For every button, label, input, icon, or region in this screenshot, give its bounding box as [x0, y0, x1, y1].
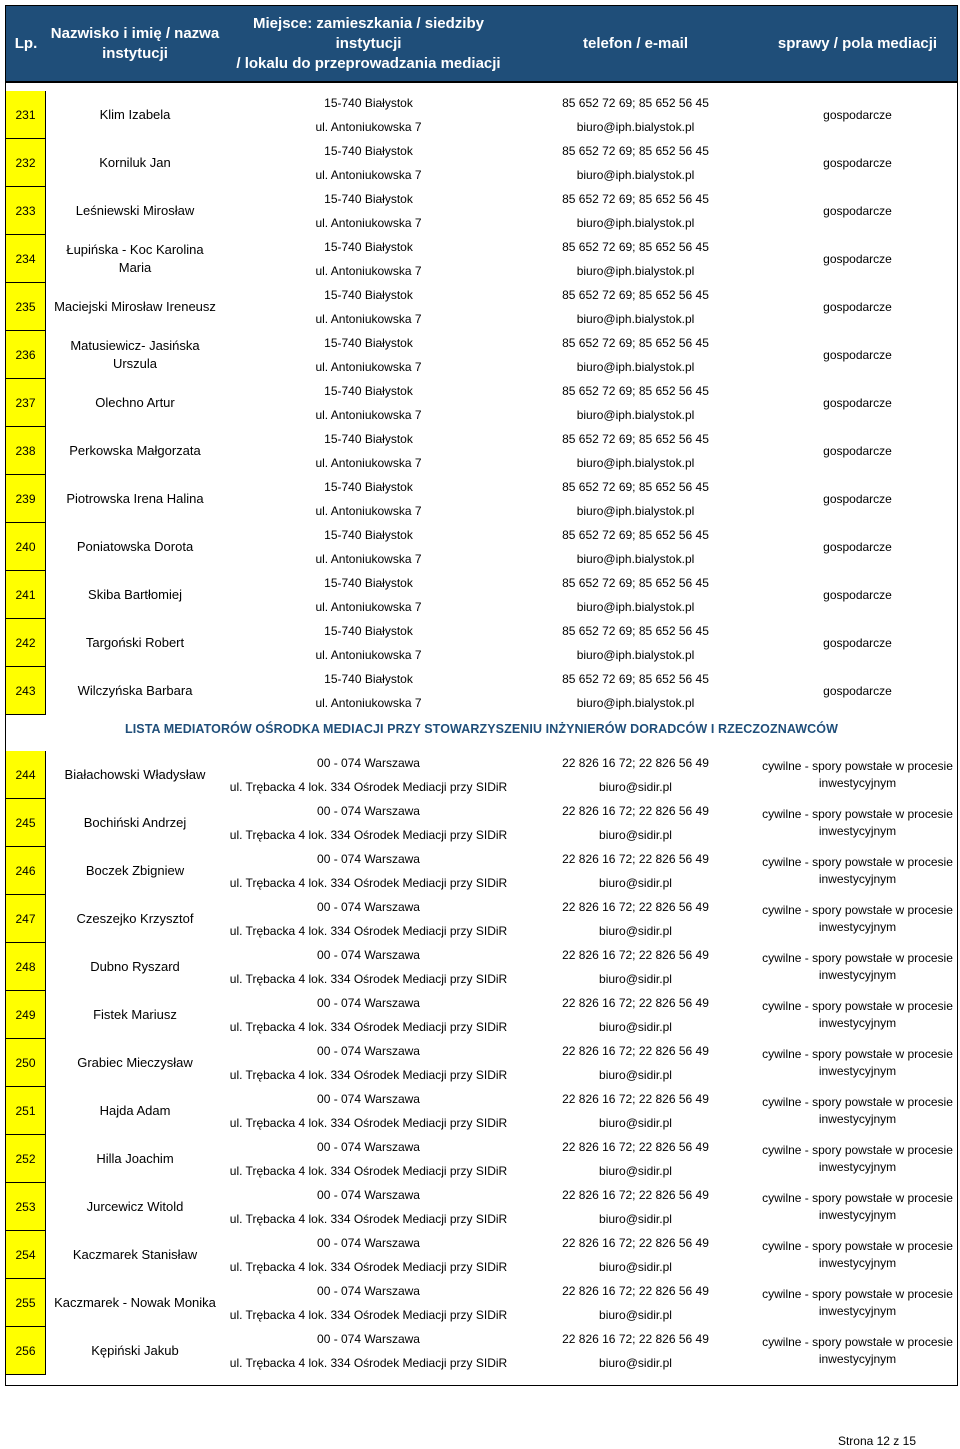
row-email: biuro@iph.bialystok.pl	[576, 648, 695, 662]
row-contact	[513, 187, 758, 235]
table-row	[6, 751, 957, 799]
row-phone: 85 652 72 69; 85 652 56 45	[562, 432, 709, 446]
row-address-line2: ul. Trębacka 4 lok. 334 Ośrodek Mediacji przy SIDiR	[229, 876, 508, 890]
row-address-line2: ul. Trębacka 4 lok. 334 Ośrodek Mediacji przy SIDiR	[229, 924, 508, 938]
row-contact	[513, 235, 758, 283]
row-scope: gospodarcze	[823, 251, 892, 266]
row-lp: 237	[6, 379, 46, 427]
row-phone: 85 652 72 69; 85 652 56 45	[562, 528, 709, 542]
row-address-line1: 15-740 Białystok	[324, 192, 413, 206]
row-email: biuro@sidir.pl	[599, 780, 672, 794]
row-address	[224, 91, 513, 139]
header-name: Nazwisko i imię / nazwa instytucji	[50, 24, 220, 62]
row-contact	[513, 1087, 758, 1135]
row-address-line2: ul. Trębacka 4 lok. 334 Ośrodek Mediacji przy SIDiR	[229, 1212, 508, 1226]
row-address	[224, 1039, 513, 1087]
row-lp: 239	[6, 475, 46, 523]
table-row	[6, 187, 957, 235]
row-email: biuro@iph.bialystok.pl	[576, 312, 695, 326]
row-lp: 240	[6, 523, 46, 571]
row-scope: cywilne - spory powstałe w procesie inwestycyjnym	[762, 1143, 953, 1174]
row-address-line2: ul. Antoniukowska 7	[315, 648, 422, 662]
row-email: biuro@sidir.pl	[599, 1068, 672, 1082]
row-name: Poniatowska Dorota	[76, 539, 194, 554]
row-scope: cywilne - spory powstałe w procesie inwestycyjnym	[762, 1335, 953, 1366]
row-scope: cywilne - spory powstałe w procesie inwestycyjnym	[762, 807, 953, 838]
row-scope: cywilne - spory powstałe w procesie inwestycyjnym	[762, 999, 953, 1030]
header-lp: Lp.	[14, 34, 38, 52]
row-address-line2: ul. Antoniukowska 7	[315, 552, 422, 566]
row-address	[224, 331, 513, 379]
row-name: Piotrowska Irena Halina	[66, 491, 204, 506]
row-phone: 85 652 72 69; 85 652 56 45	[562, 336, 709, 350]
row-name: Kaczmarek Stanisław	[72, 1247, 198, 1262]
row-address	[224, 571, 513, 619]
table-row	[6, 1087, 957, 1135]
row-name: Bochiński Andrzej	[83, 815, 187, 830]
row-address-line2: ul. Trębacka 4 lok. 334 Ośrodek Mediacji przy SIDiR	[229, 1164, 508, 1178]
table-row	[6, 379, 957, 427]
row-lp: 236	[6, 331, 46, 379]
row-lp: 252	[6, 1135, 46, 1183]
row-address-line1: 15-740 Białystok	[324, 672, 413, 686]
row-address	[224, 379, 513, 427]
row-address	[224, 991, 513, 1039]
row-contact	[513, 331, 758, 379]
row-address-line2: ul. Antoniukowska 7	[315, 360, 422, 374]
row-lp: 232	[6, 139, 46, 187]
row-address-line2: ul. Antoniukowska 7	[315, 264, 422, 278]
row-contact	[513, 943, 758, 991]
table-row	[6, 235, 957, 283]
row-phone: 85 652 72 69; 85 652 56 45	[562, 96, 709, 110]
row-scope: gospodarcze	[823, 539, 892, 554]
table-row	[6, 571, 957, 619]
page-number: Strona 12 z 15	[837, 1434, 916, 1448]
row-contact	[513, 523, 758, 571]
row-name: Fistek Mariusz	[93, 1007, 177, 1022]
row-address-line1: 00 - 074 Warszawa	[317, 1236, 420, 1250]
row-email: biuro@sidir.pl	[599, 1356, 672, 1370]
table-row	[6, 427, 957, 475]
row-lp: 234	[6, 235, 46, 283]
row-contact	[513, 1327, 758, 1375]
table-row	[6, 1327, 957, 1375]
row-contact	[513, 847, 758, 895]
row-lp: 251	[6, 1087, 46, 1135]
row-address-line1: 00 - 074 Warszawa	[317, 900, 420, 914]
table-row	[6, 799, 957, 847]
row-contact	[513, 619, 758, 667]
row-scope: gospodarcze	[823, 299, 892, 314]
row-name: Matusiewicz- Jasińska Urszula	[70, 338, 200, 371]
row-address	[224, 1327, 513, 1375]
row-email: biuro@iph.bialystok.pl	[576, 504, 695, 518]
row-contact	[513, 283, 758, 331]
table-row	[6, 1135, 957, 1183]
row-email: biuro@iph.bialystok.pl	[576, 360, 695, 374]
row-address-line1: 00 - 074 Warszawa	[317, 1332, 420, 1346]
row-scope: cywilne - spory powstałe w procesie inwestycyjnym	[762, 1191, 953, 1222]
row-address-line1: 15-740 Białystok	[324, 480, 413, 494]
row-address	[224, 1279, 513, 1327]
row-email: biuro@iph.bialystok.pl	[576, 456, 695, 470]
row-address-line1: 15-740 Białystok	[324, 144, 413, 158]
row-name: Kaczmarek - Nowak Monika	[54, 1295, 216, 1310]
row-contact	[513, 895, 758, 943]
row-name: Olechno Artur	[95, 395, 175, 410]
header-address-line2: / lokalu do przeprowadzania mediacji	[236, 54, 501, 72]
row-address-line1: 00 - 074 Warszawa	[317, 1092, 420, 1106]
row-phone: 85 652 72 69; 85 652 56 45	[562, 240, 709, 254]
row-address-line1: 15-740 Białystok	[324, 96, 413, 110]
row-address-line1: 00 - 074 Warszawa	[317, 996, 420, 1010]
row-lp: 255	[6, 1279, 46, 1327]
banner-spacer	[6, 743, 957, 751]
row-address-line2: ul. Trębacka 4 lok. 334 Ośrodek Mediacji przy SIDiR	[229, 1308, 508, 1322]
row-email: biuro@sidir.pl	[599, 828, 672, 842]
row-address-line2: ul. Trębacka 4 lok. 334 Ośrodek Mediacji przy SIDiR	[229, 1116, 508, 1130]
row-address	[224, 475, 513, 523]
table-row	[6, 523, 957, 571]
row-address	[224, 799, 513, 847]
row-address-line2: ul. Antoniukowska 7	[315, 408, 422, 422]
row-address-line1: 15-740 Białystok	[324, 528, 413, 542]
row-email: biuro@iph.bialystok.pl	[576, 120, 695, 134]
table-row	[6, 1183, 957, 1231]
row-email: biuro@sidir.pl	[599, 972, 672, 986]
row-email: biuro@sidir.pl	[599, 1212, 672, 1226]
row-phone: 22 826 16 72; 22 826 56 49	[562, 1188, 709, 1202]
row-address-line2: ul. Trębacka 4 lok. 334 Ośrodek Mediacji przy SIDiR	[229, 828, 508, 842]
row-phone: 85 652 72 69; 85 652 56 45	[562, 144, 709, 158]
row-name: Kępiński Jakub	[91, 1343, 179, 1358]
row-name: Boczek Zbigniew	[85, 863, 185, 878]
row-scope: cywilne - spory powstałe w procesie inwestycyjnym	[762, 903, 953, 934]
table-row	[6, 991, 957, 1039]
row-lp: 256	[6, 1327, 46, 1375]
row-email: biuro@iph.bialystok.pl	[576, 216, 695, 230]
table-row	[6, 283, 957, 331]
table-row	[6, 619, 957, 667]
row-address-line2: ul. Trębacka 4 lok. 334 Ośrodek Mediacji przy SIDiR	[229, 1068, 508, 1082]
row-contact	[513, 1135, 758, 1183]
row-scope: gospodarcze	[823, 683, 892, 698]
row-phone: 22 826 16 72; 22 826 56 49	[562, 1236, 709, 1250]
row-phone: 85 652 72 69; 85 652 56 45	[562, 384, 709, 398]
row-name: Korniluk Jan	[99, 155, 171, 170]
row-address-line2: ul. Trębacka 4 lok. 334 Ośrodek Mediacji przy SIDiR	[229, 1260, 508, 1274]
row-lp: 247	[6, 895, 46, 943]
row-address	[224, 943, 513, 991]
row-scope: cywilne - spory powstałe w procesie inwestycyjnym	[762, 1287, 953, 1318]
header-contact: telefon / e-mail	[582, 34, 689, 52]
row-scope: gospodarcze	[823, 107, 892, 122]
header-scope: sprawy / pola mediacji	[777, 34, 938, 52]
table-row	[6, 91, 957, 139]
row-contact	[513, 751, 758, 799]
group-sidir	[6, 751, 957, 1375]
mediator-table	[5, 5, 958, 1386]
row-contact	[513, 427, 758, 475]
table-row	[6, 847, 957, 895]
table-header	[6, 6, 957, 83]
row-address	[224, 235, 513, 283]
row-address	[224, 187, 513, 235]
row-phone: 22 826 16 72; 22 826 56 49	[562, 1092, 709, 1106]
row-scope: cywilne - spory powstałe w procesie inwestycyjnym	[762, 951, 953, 982]
row-address-line2: ul. Trębacka 4 lok. 334 Ośrodek Mediacji przy SIDiR	[229, 972, 508, 986]
row-lp: 245	[6, 799, 46, 847]
row-name: Wilczyńska Barbara	[77, 683, 193, 698]
row-address-line1: 15-740 Białystok	[324, 576, 413, 590]
row-name: Białachowski Władysław	[64, 767, 206, 782]
row-lp: 235	[6, 283, 46, 331]
row-lp: 231	[6, 91, 46, 139]
row-contact	[513, 667, 758, 715]
row-address-line2: ul. Antoniukowska 7	[315, 504, 422, 518]
row-name: Maciejski Mirosław Ireneusz	[54, 299, 216, 314]
row-address-line2: ul. Trębacka 4 lok. 334 Ośrodek Mediacji przy SIDiR	[229, 1356, 508, 1370]
row-phone: 22 826 16 72; 22 826 56 49	[562, 1044, 709, 1058]
row-email: biuro@iph.bialystok.pl	[576, 264, 695, 278]
row-name: Łupińska - Koc Karolina Maria	[66, 242, 204, 275]
table-row	[6, 331, 957, 379]
row-name: Dubno Ryszard	[90, 959, 180, 974]
row-address-line1: 15-740 Białystok	[324, 288, 413, 302]
row-phone: 22 826 16 72; 22 826 56 49	[562, 1284, 709, 1298]
row-contact	[513, 1183, 758, 1231]
row-scope: gospodarcze	[823, 347, 892, 362]
row-address-line2: ul. Antoniukowska 7	[315, 120, 422, 134]
row-lp: 253	[6, 1183, 46, 1231]
row-address-line1: 15-740 Białystok	[324, 240, 413, 254]
row-address-line1: 00 - 074 Warszawa	[317, 1140, 420, 1154]
row-name: Hajda Adam	[99, 1103, 171, 1118]
row-address	[224, 847, 513, 895]
row-scope: gospodarcze	[823, 155, 892, 170]
row-contact	[513, 1279, 758, 1327]
row-phone: 22 826 16 72; 22 826 56 49	[562, 852, 709, 866]
table-row	[6, 1039, 957, 1087]
row-address-line1: 00 - 074 Warszawa	[317, 1284, 420, 1298]
row-address-line2: ul. Antoniukowska 7	[315, 696, 422, 710]
table-row	[6, 943, 957, 991]
row-address-line2: ul. Trębacka 4 lok. 334 Ośrodek Mediacji przy SIDiR	[229, 780, 508, 794]
row-lp: 241	[6, 571, 46, 619]
row-phone: 22 826 16 72; 22 826 56 49	[562, 948, 709, 962]
row-address-line2: ul. Antoniukowska 7	[315, 216, 422, 230]
row-phone: 22 826 16 72; 22 826 56 49	[562, 756, 709, 770]
row-name: Grabiec Mieczysław	[77, 1055, 193, 1070]
section-banner: LISTA MEDIATORÓW OŚRODKA MEDIACJI PRZY STOWARZYSZENIU INŻYNIERÓW DORADCÓW I RZECZOZNAWCÓW	[124, 722, 839, 736]
row-phone: 22 826 16 72; 22 826 56 49	[562, 1140, 709, 1154]
row-lp: 244	[6, 751, 46, 799]
row-email: biuro@sidir.pl	[599, 1260, 672, 1274]
row-phone: 85 652 72 69; 85 652 56 45	[562, 192, 709, 206]
row-contact	[513, 991, 758, 1039]
row-lp: 249	[6, 991, 46, 1039]
row-phone: 85 652 72 69; 85 652 56 45	[562, 576, 709, 590]
table-row	[6, 895, 957, 943]
row-lp: 246	[6, 847, 46, 895]
row-address-line2: ul. Antoniukowska 7	[315, 456, 422, 470]
table-bottom-space	[6, 1375, 957, 1385]
row-phone: 85 652 72 69; 85 652 56 45	[562, 288, 709, 302]
row-address-line1: 15-740 Białystok	[324, 336, 413, 350]
row-email: biuro@sidir.pl	[599, 876, 672, 890]
row-email: biuro@sidir.pl	[599, 1020, 672, 1034]
row-address-line2: ul. Antoniukowska 7	[315, 600, 422, 614]
row-scope: cywilne - spory powstałe w procesie inwestycyjnym	[762, 1047, 953, 1078]
row-name: Czeszejko Krzysztof	[76, 911, 194, 926]
row-address	[224, 523, 513, 571]
row-lp: 233	[6, 187, 46, 235]
row-scope: cywilne - spory powstałe w procesie inwestycyjnym	[762, 1239, 953, 1270]
table-row	[6, 1231, 957, 1279]
row-scope: cywilne - spory powstałe w procesie inwestycyjnym	[762, 759, 953, 790]
row-scope: gospodarcze	[823, 443, 892, 458]
row-address	[224, 1231, 513, 1279]
row-lp: 248	[6, 943, 46, 991]
row-contact	[513, 571, 758, 619]
row-address	[224, 619, 513, 667]
row-address-line1: 00 - 074 Warszawa	[317, 1044, 420, 1058]
row-address-line2: ul. Antoniukowska 7	[315, 168, 422, 182]
row-name: Skiba Bartłomiej	[88, 587, 182, 602]
row-phone: 22 826 16 72; 22 826 56 49	[562, 1332, 709, 1346]
header-address-line1: Miejsce: zamieszkania / siedziby instytucji	[253, 14, 484, 52]
row-phone: 22 826 16 72; 22 826 56 49	[562, 996, 709, 1010]
row-name: Perkowska Małgorzata	[69, 443, 201, 458]
row-phone: 22 826 16 72; 22 826 56 49	[562, 804, 709, 818]
row-email: biuro@sidir.pl	[599, 1308, 672, 1322]
row-scope: gospodarcze	[823, 203, 892, 218]
row-address-line1: 00 - 074 Warszawa	[317, 948, 420, 962]
row-scope: cywilne - spory powstałe w procesie inwestycyjnym	[762, 1095, 953, 1126]
row-contact	[513, 475, 758, 523]
row-name: Targoński Robert	[85, 635, 185, 650]
row-address	[224, 427, 513, 475]
table-row	[6, 667, 957, 715]
table-row	[6, 139, 957, 187]
row-name: Jurcewicz Witold	[86, 1199, 184, 1214]
row-lp: 254	[6, 1231, 46, 1279]
row-address-line1: 00 - 074 Warszawa	[317, 852, 420, 866]
row-name: Klim Izabela	[99, 107, 171, 122]
header-address	[224, 6, 513, 81]
row-phone: 85 652 72 69; 85 652 56 45	[562, 672, 709, 686]
row-scope: cywilne - spory powstałe w procesie inwestycyjnym	[762, 855, 953, 886]
row-name: Leśniewski Mirosław	[75, 203, 195, 218]
row-address	[224, 895, 513, 943]
row-name: Hilla Joachim	[96, 1151, 174, 1166]
table-row	[6, 1279, 957, 1327]
row-email: biuro@iph.bialystok.pl	[576, 168, 695, 182]
row-contact	[513, 1039, 758, 1087]
row-contact	[513, 799, 758, 847]
row-address	[224, 1135, 513, 1183]
row-email: biuro@sidir.pl	[599, 1116, 672, 1130]
row-scope: gospodarcze	[823, 587, 892, 602]
row-address-line1: 00 - 074 Warszawa	[317, 804, 420, 818]
row-address	[224, 283, 513, 331]
row-scope: gospodarcze	[823, 395, 892, 410]
row-lp: 243	[6, 667, 46, 715]
row-address-line1: 00 - 074 Warszawa	[317, 756, 420, 770]
row-address-line1: 15-740 Białystok	[324, 624, 413, 638]
row-contact	[513, 1231, 758, 1279]
row-address-line2: ul. Trębacka 4 lok. 334 Ośrodek Mediacji przy SIDiR	[229, 1020, 508, 1034]
row-scope: gospodarcze	[823, 491, 892, 506]
row-address-line1: 15-740 Białystok	[324, 432, 413, 446]
row-address-line1: 00 - 074 Warszawa	[317, 1188, 420, 1202]
group-bialystok	[6, 91, 957, 715]
row-address	[224, 1087, 513, 1135]
row-lp: 250	[6, 1039, 46, 1087]
row-email: biuro@iph.bialystok.pl	[576, 600, 695, 614]
row-email: biuro@iph.bialystok.pl	[576, 696, 695, 710]
row-email: biuro@sidir.pl	[599, 924, 672, 938]
row-address	[224, 139, 513, 187]
row-address	[224, 667, 513, 715]
row-phone: 22 826 16 72; 22 826 56 49	[562, 900, 709, 914]
row-lp: 238	[6, 427, 46, 475]
row-address	[224, 1183, 513, 1231]
header-spacer	[6, 83, 957, 91]
row-contact	[513, 379, 758, 427]
table-row	[6, 475, 957, 523]
row-email: biuro@iph.bialystok.pl	[576, 408, 695, 422]
row-address	[224, 751, 513, 799]
row-phone: 85 652 72 69; 85 652 56 45	[562, 624, 709, 638]
row-address-line2: ul. Antoniukowska 7	[315, 312, 422, 326]
row-email: biuro@sidir.pl	[599, 1164, 672, 1178]
row-scope: gospodarcze	[823, 635, 892, 650]
row-address-line1: 15-740 Białystok	[324, 384, 413, 398]
row-email: biuro@iph.bialystok.pl	[576, 552, 695, 566]
row-phone: 85 652 72 69; 85 652 56 45	[562, 480, 709, 494]
row-contact	[513, 91, 758, 139]
row-lp: 242	[6, 619, 46, 667]
row-contact	[513, 139, 758, 187]
